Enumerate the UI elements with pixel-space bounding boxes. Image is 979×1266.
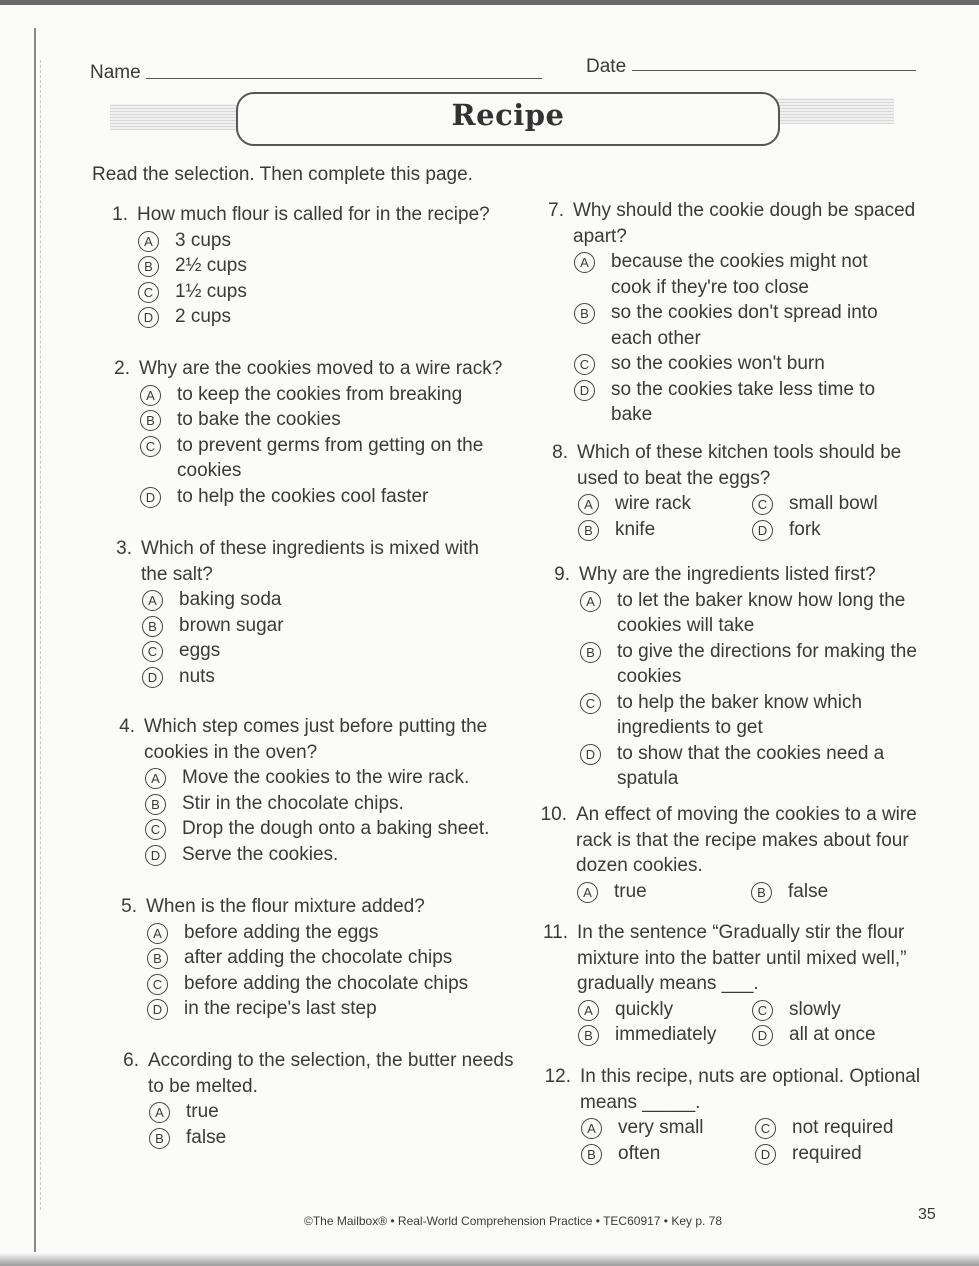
banner-stripe-left [110,104,236,130]
option-a[interactable]: A to let the baker know how long the cookies will take [580,588,929,639]
question-text: Which of these kitchen tools should be used to beat the eggs? [577,442,902,489]
question-text: Why should the cookie dough be spaced apart? [573,200,916,247]
bubble-d[interactable]: D [755,1144,776,1165]
bubble-b[interactable]: B [578,1025,599,1046]
option-d[interactable]: D nuts [142,664,491,690]
option-a[interactable]: A baking soda [142,587,491,613]
question-8 [540,440,926,542]
question-text: According to the selection, the butter needs to be melted. [148,1050,514,1097]
top-border [0,0,979,5]
bubble-a[interactable]: A [577,882,598,903]
bubble-a[interactable]: A [580,591,601,612]
option-a[interactable]: A before adding the eggs [147,920,518,946]
option-d[interactable]: D 2 cups [138,304,509,330]
option-b[interactable]: B to give the directions for making the cookies [580,639,929,690]
bubble-a[interactable]: A [149,1102,170,1123]
option-a[interactable]: A very small [581,1115,755,1141]
option-b[interactable]: B to bake the cookies [140,407,511,433]
option-b[interactable]: B Stir in the chocolate chips. [145,791,512,817]
banner-stripe-right [776,98,894,124]
bubble-c[interactable]: C [138,282,159,303]
option-d[interactable]: D required [755,1141,929,1167]
binding-holes [40,60,42,1210]
date-label: Date [586,56,627,77]
bubble-a[interactable]: A [578,1000,599,1021]
bubble-c[interactable]: C [145,819,166,840]
option-b[interactable]: B immediately [578,1022,752,1048]
option-c[interactable]: C not required [755,1115,929,1141]
option-d[interactable]: D Serve the cookies. [145,842,512,868]
bubble-d[interactable]: D [752,1025,773,1046]
bottom-border [0,1252,979,1266]
option-b[interactable]: B brown sugar [142,613,491,639]
question-6 [111,1048,528,1150]
date-field-line[interactable] [632,70,916,71]
footer-credit: ©The Mailbox® • Real-World Comprehension Practice • TEC60917 • Key p. 78 [304,1214,723,1228]
bubble-a[interactable]: A [147,923,168,944]
question-3 [104,536,491,689]
question-number: 3. [116,538,132,559]
option-a[interactable]: A true [149,1099,528,1125]
name-field-line[interactable] [146,78,542,79]
option-d[interactable]: D to help the cookies cool faster [140,484,511,510]
bubble-b[interactable]: B [142,616,163,637]
question-5 [109,894,518,1022]
question-number: 2. [114,358,130,379]
question-10 [539,802,926,904]
bubble-d[interactable]: D [145,845,166,866]
bubble-c[interactable]: C [140,436,161,457]
bubble-b[interactable]: B [581,1144,602,1165]
bubble-a[interactable]: A [140,385,161,406]
bubble-b[interactable]: B [149,1128,170,1149]
question-number: 6. [123,1050,139,1071]
instructions: Read the selection. Then complete this page. [92,164,473,185]
bubble-a[interactable]: A [145,768,166,789]
page-number: 35 [918,1206,936,1223]
option-b[interactable]: B knife [578,517,752,543]
option-d[interactable]: D so the cookies take less time to bake [574,377,923,428]
option-c[interactable]: C to prevent germs from getting on the cookies [140,433,511,484]
question-number: 8. [552,442,568,463]
question-number: 11. [542,922,568,943]
option-c[interactable]: C small bowl [752,491,926,517]
option-a[interactable]: A quickly [578,997,752,1023]
option-b[interactable]: B false [751,879,925,905]
bubble-c[interactable]: C [147,974,168,995]
binding-edge [34,28,36,1258]
option-a[interactable]: A to keep the cookies from breaking [140,382,511,408]
bubble-c[interactable]: C [755,1118,776,1139]
question-2 [102,356,511,509]
question-7 [536,198,923,428]
question-number: 9. [554,564,570,585]
question-text: Which of these ingredients is mixed with the salt? [141,538,479,585]
option-d[interactable]: D in the recipe's last step [147,996,518,1022]
question-text: How much flour is called for in the recipe? [137,204,490,225]
bubble-b[interactable]: B [580,642,601,663]
question-text: Which step comes just before putting the cookies in the oven? [144,716,488,763]
bubble-a[interactable]: A [142,590,163,611]
option-c[interactable]: C slowly [752,997,926,1023]
question-text: In this recipe, nuts are optional. Optional means _____. [580,1066,921,1113]
option-c[interactable]: C eggs [142,638,491,664]
option-c[interactable]: C to help the baker know which ingredients to get [580,690,929,741]
option-c[interactable]: C 1½ cups [138,279,509,305]
option-b[interactable]: B false [149,1125,528,1151]
bubble-d[interactable]: D [147,999,168,1020]
question-number: 10. [540,804,567,825]
question-1 [100,202,509,330]
question-text: Why are the ingredients listed first? [579,564,876,585]
bubble-d[interactable]: D [574,380,595,401]
bubble-d[interactable]: D [752,520,773,541]
bubble-a[interactable]: A [574,252,595,273]
question-9 [542,562,929,792]
bubble-c[interactable]: C [142,641,163,662]
bubble-a[interactable]: A [581,1118,602,1139]
option-b[interactable]: B after adding the chocolate chips [147,945,518,971]
option-c[interactable]: C so the cookies won't burn [574,351,923,377]
question-text: Why are the cookies moved to a wire rack? [139,358,503,379]
option-d[interactable]: D to show that the cookies need a spatula [580,741,929,792]
question-text: In the sentence “Gradually stir the flour mixture into the batter until mixed well,” gradually means ___. [577,922,907,994]
option-d[interactable]: D fork [752,517,926,543]
question-12 [543,1064,930,1166]
option-d[interactable]: D all at once [752,1022,926,1048]
bubble-d[interactable]: D [142,667,163,688]
option-b[interactable]: B often [581,1141,755,1167]
option-c[interactable]: C Drop the dough onto a baking sheet. [145,816,512,842]
question-4 [107,714,512,867]
bubble-c[interactable]: C [580,693,601,714]
bubble-b[interactable]: B [751,882,772,903]
bubble-b[interactable]: B [574,303,595,324]
bubble-c[interactable]: C [752,1000,773,1021]
bubble-b[interactable]: B [140,410,161,431]
name-label: Name [90,62,141,83]
bubble-a[interactable]: A [578,494,599,515]
bubble-b[interactable]: B [147,948,168,969]
option-c[interactable]: C before adding the chocolate chips [147,971,518,997]
option-a[interactable]: A true [577,879,751,905]
question-text: An effect of moving the cookies to a wire rack is that the recipe makes about four dozen cookies. [576,804,917,876]
question-number: 1. [112,204,128,225]
option-a[interactable]: A Move the cookies to the wire rack. [145,765,512,791]
bubble-a[interactable]: A [138,231,159,252]
bubble-b[interactable]: B [145,794,166,815]
question-11 [540,920,927,1048]
page-title: Recipe [451,98,565,132]
option-a[interactable]: A 3 cups [138,228,509,254]
bubble-b[interactable]: B [578,520,599,541]
bubble-d[interactable]: D [580,744,601,765]
title-banner [236,92,780,146]
question-number: 5. [121,896,137,917]
bubble-b[interactable]: B [138,256,159,277]
question-number: 4. [119,716,135,737]
bubble-c[interactable]: C [752,494,773,515]
bubble-d[interactable]: D [140,487,161,508]
question-number: 12. [544,1066,571,1087]
bubble-d[interactable]: D [138,307,159,328]
option-a[interactable]: A wire rack [578,491,752,517]
bubble-c[interactable]: C [574,354,595,375]
option-b[interactable]: B 2½ cups [138,253,509,279]
option-a[interactable]: A because the cookies might not cook if they're too close [574,249,923,300]
question-text: When is the flour mixture added? [146,896,425,917]
option-b[interactable]: B so the cookies don't spread into each other [574,300,923,351]
question-number: 7. [548,200,564,221]
